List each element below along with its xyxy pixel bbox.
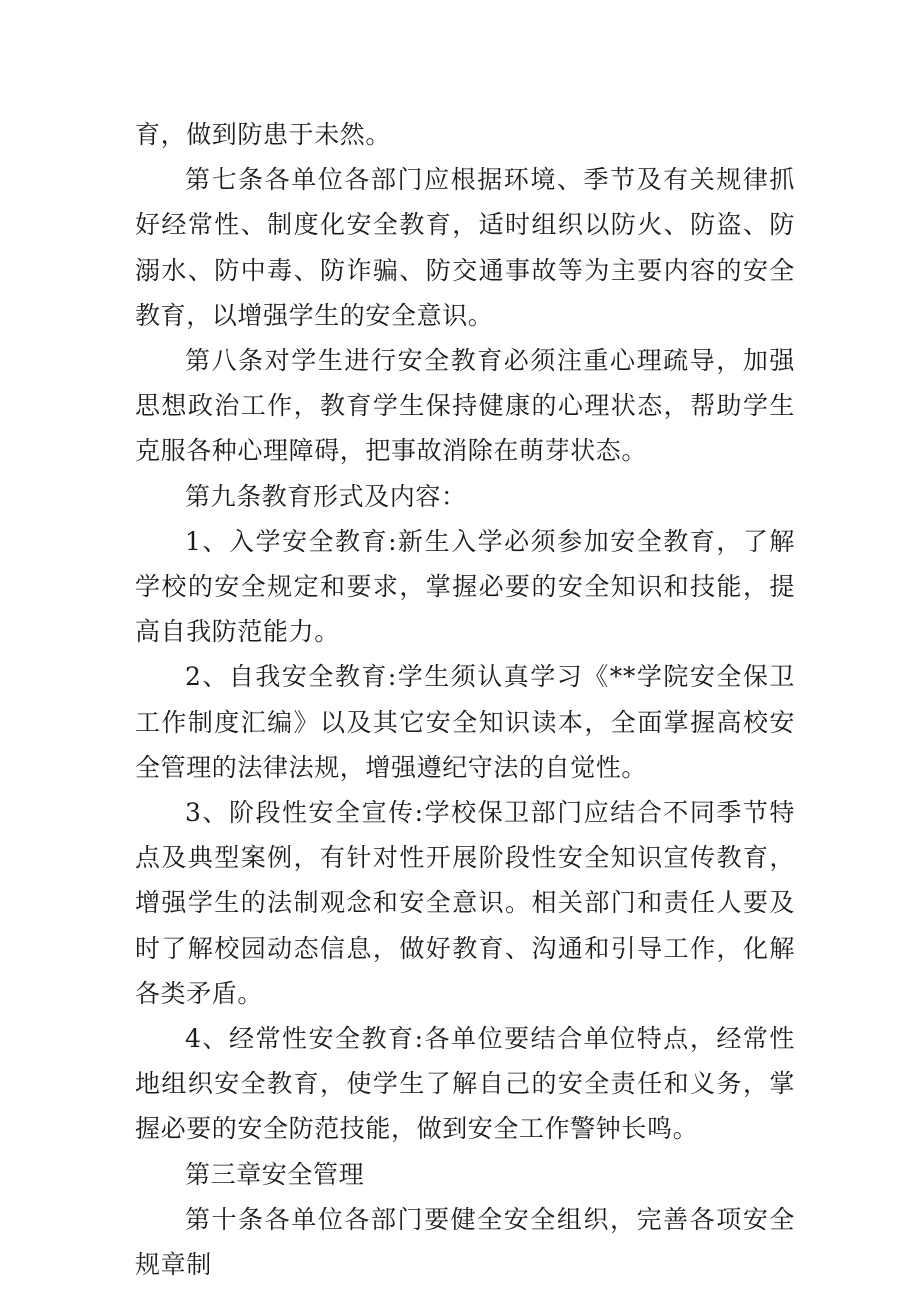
- paragraph-item-3: 3、阶段性安全宣传:学校保卫部门应结合不同季节特点及典型案例，有针对性开展阶段性安全知识宣传教育，增强学生的法制观念和安全意识。相关部门和责任人要及时了解校园动态信息，做好教育、沟通和引导工作，化解各类矛盾。: [135, 798, 795, 1008]
- paragraph-article-10: 第十条各单位各部门要健全安全组织，完善各项安全规章制: [135, 1204, 795, 1280]
- paragraph-item-1: 1、入学安全教育:新生入学必须参加安全教育，了解学校的安全规定和要求，掌握必要的安全知识和技能，提高自我防范能力。: [135, 526, 795, 647]
- document-body: [135, 112, 795, 1287]
- chapter-heading: 第三章安全管理: [185, 1159, 365, 1189]
- paragraph-item-4: 4、经常性安全教育:各单位要结合单位特点，经常性地组织安全教育，使学生了解自己的安全责任和义务，掌握必要的安全防范技能，做到安全工作警钟长鸣。: [135, 1024, 795, 1144]
- paragraph-continuation: 育，做到防患于未然。: [135, 120, 392, 149]
- paragraph-article-8: 第八条对学生进行安全教育必须注重心理疏导，加强思想政治工作，教育学生保持健康的心理状态，帮助学生克服各种心理障碍，把事故消除在萌芽状态。: [135, 346, 795, 466]
- paragraph-item-2: 2、自我安全教育:学生须认真学习《**学院安全保卫工作制度汇编》以及其它安全知识读本，全面掌握高校安全管理的法律法规，增强遵纪守法的自觉性。: [135, 662, 795, 782]
- paragraph-article-7: 第七条各单位各部门应根据环境、季节及有关规律抓好经常性、制度化安全教育，适时组织以防火、防盗、防溺水、防中毒、防诈骗、防交通事故等为主要内容的安全教育，以增强学生的安全意识。: [135, 165, 795, 330]
- paragraph-article-9: 第九条教育形式及内容：: [185, 481, 467, 511]
